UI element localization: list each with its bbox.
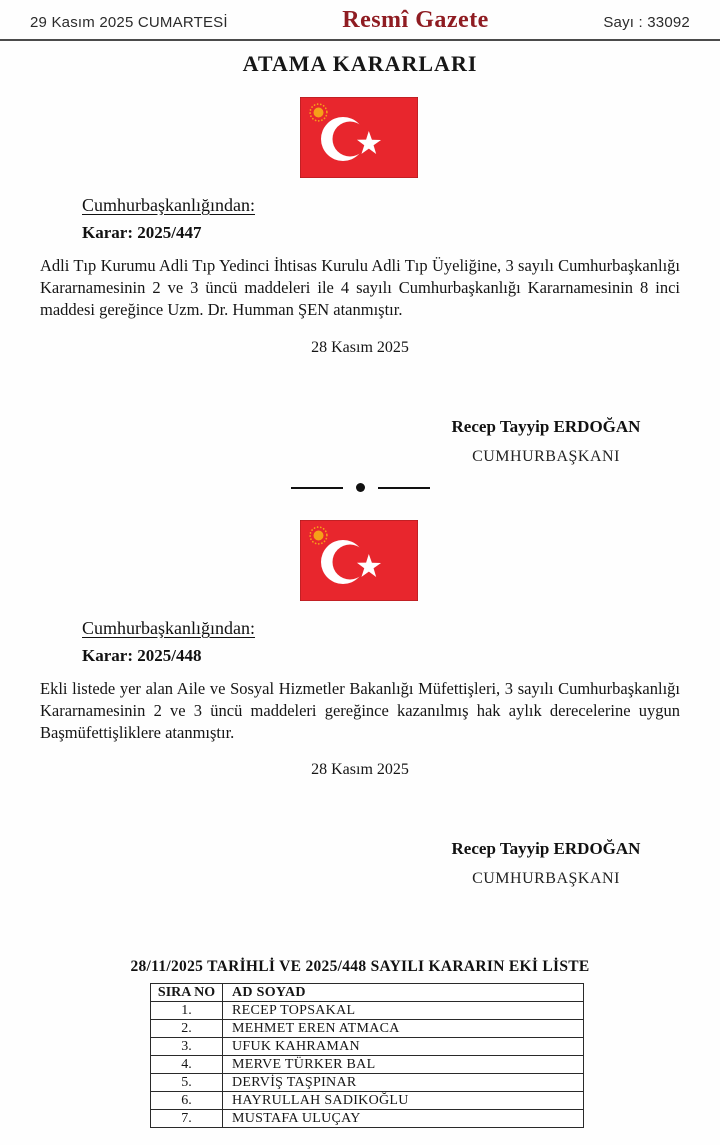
section-divider bbox=[0, 483, 720, 492]
table-row bbox=[151, 1074, 584, 1092]
row-number: 7. bbox=[151, 1110, 223, 1128]
decree-date: 28 Kasım 2025 bbox=[311, 339, 409, 356]
row-name: UFUK KAHRAMAN bbox=[223, 1038, 584, 1056]
row-number: 1. bbox=[151, 1002, 223, 1020]
row-name: RECEP TOPSAKAL bbox=[223, 1002, 584, 1020]
column-header-sira-no: SIRA NO bbox=[151, 984, 223, 1002]
gazette-title: Resmî Gazete bbox=[342, 7, 489, 33]
annex-table bbox=[150, 983, 584, 1128]
table-row bbox=[151, 1002, 584, 1020]
table-header-row bbox=[151, 984, 584, 1002]
row-name: MUSTAFA ULUÇAY bbox=[223, 1110, 584, 1128]
table-row bbox=[151, 1056, 584, 1074]
masthead bbox=[0, 0, 720, 41]
row-name: MEHMET EREN ATMACA bbox=[223, 1020, 584, 1038]
issue-number: Sayı : 33092 bbox=[603, 14, 690, 31]
signature-block bbox=[430, 417, 662, 466]
presidential-flag-icon bbox=[300, 97, 418, 178]
decree-body-text: Adli Tıp Kurumu Adli Tıp Yedinci İhtisas Kurulu Adli Tıp Üyeliğine, 3 sayılı Cumhurbaşkanlığı Kararnamesinin 2 ve 3 üncü maddeleri ile 4 sayılı Cumhurbaşkanlığı Kararnamesinin 8 inci maddesi gereğince Uzm. Dr. Humman ŞEN atanmıştır. bbox=[40, 256, 680, 319]
table-row bbox=[151, 1020, 584, 1038]
row-number: 4. bbox=[151, 1056, 223, 1074]
column-header-ad-soyad: AD SOYAD bbox=[223, 984, 584, 1002]
row-name: MERVE TÜRKER BAL bbox=[223, 1056, 584, 1074]
row-number: 2. bbox=[151, 1020, 223, 1038]
decree-body-text: Ekli listede yer alan Aile ve Sosyal Hizmetler Bakanlığı Müfettişleri, 3 sayılı Cumhurbaşkanlığı Kararnamesinin 2 ve 3 üncü maddeleri gereğince kazanılmış hak aylık derecelerine uygun Başmüfettişliklere atanmıştır. bbox=[40, 679, 680, 742]
table-row bbox=[151, 1110, 584, 1128]
row-number: 6. bbox=[151, 1092, 223, 1110]
page-title: ATAMA KARARLARI bbox=[242, 51, 478, 76]
signatory-name: Recep Tayyip ERDOĞAN bbox=[451, 417, 641, 436]
presidential-flag-icon bbox=[300, 520, 418, 601]
table-row bbox=[151, 1038, 584, 1056]
signatory-name: Recep Tayyip ERDOĞAN bbox=[451, 839, 641, 858]
divider-line bbox=[291, 487, 343, 489]
gazette-date: 29 Kasım 2025 CUMARTESİ bbox=[30, 14, 228, 31]
divider-dot-icon bbox=[356, 483, 365, 492]
decree-issuer-heading: Cumhurbaşkanlığından: bbox=[82, 618, 255, 638]
decree-number: Karar: 2025/447 bbox=[82, 223, 202, 242]
decree-number: Karar: 2025/448 bbox=[82, 646, 202, 665]
decree-issuer-heading: Cumhurbaşkanlığından: bbox=[82, 195, 255, 215]
signatory-title: CUMHURBAŞKANI bbox=[472, 448, 620, 465]
row-number: 5. bbox=[151, 1074, 223, 1092]
annex-title: 28/11/2025 TARİHLİ VE 2025/448 SAYILI KARARIN EKİ LİSTE bbox=[130, 958, 590, 975]
row-name: DERVİŞ TAŞPINAR bbox=[223, 1074, 584, 1092]
row-name: HAYRULLAH SADIKOĞLU bbox=[223, 1092, 584, 1110]
table-row bbox=[151, 1092, 584, 1110]
signatory-title: CUMHURBAŞKANI bbox=[472, 870, 620, 887]
signature-block bbox=[430, 839, 662, 888]
divider-line bbox=[378, 487, 430, 489]
row-number: 3. bbox=[151, 1038, 223, 1056]
decree-date: 28 Kasım 2025 bbox=[311, 761, 409, 778]
